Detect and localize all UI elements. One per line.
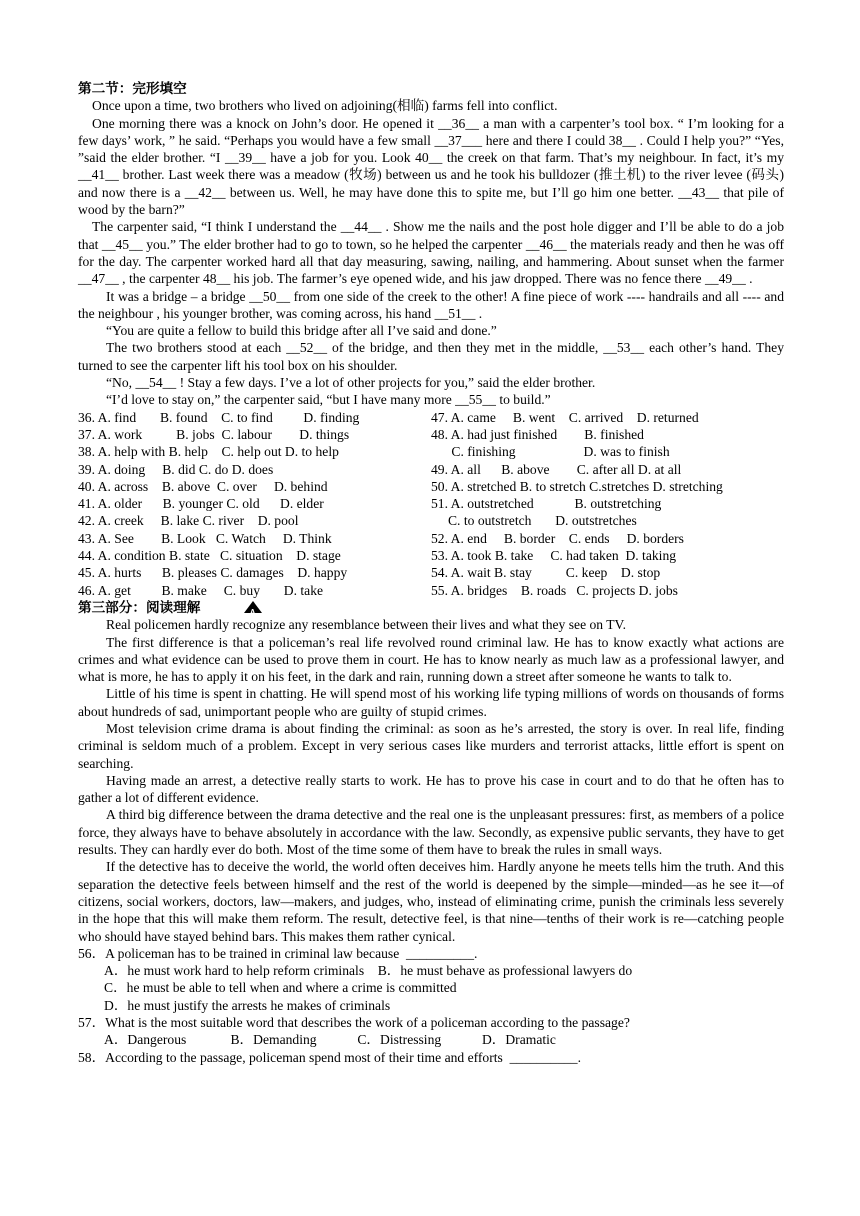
- question-option: A．Dangerous B．Demanding C．Distressing D．Dramatic: [104, 1032, 556, 1048]
- option-line: 55. A. bridges B. roads C. projects D. jobs: [431, 582, 678, 598]
- reading-heading: 第三部分：阅读理解: [78, 599, 201, 615]
- section-a-triangle-icon: [244, 601, 262, 617]
- option-line: 47. A. came B. went C. arrived D. returned: [431, 409, 699, 425]
- reading-paragraph: Having made an arrest, a detective really starts to work. He has to prove his case in court and to do that he often has to gather a lot of different evidence.: [78, 772, 784, 806]
- question-57: [78, 1014, 784, 1049]
- cloze-paragraph: “I’d love to stay on,” the carpenter said, “but I have many more __55__ to build.”: [106, 392, 551, 408]
- cloze-paragraph: The carpenter said, “I think I understand the __44__ . Show me the nails and the post hole digger and I’ll be able to do a job that __45__ you.” The elder brother had to go to town, so he helped the carpenter __46__ the materials ready and then he was off for the day. The carpenter worked hard all that day measuring, sawing, nailing, and hammering. About sunset when the farmer __47__ , the carpenter 48__ his job. The farmer’s eye opened wide, and his jaw dropped. There was no fence there __49__ .: [78, 219, 784, 287]
- question-option: D．he must justify the arrests he makes of criminals: [104, 997, 391, 1013]
- section-letter: A: [249, 607, 256, 617]
- question-stem: 58．According to the passage, policeman spend most of their time and efforts __________.: [78, 1049, 581, 1065]
- option-line: 39. A. doing B. did C. do D. does: [78, 461, 274, 477]
- option-line: 42. A. creek B. lake C. river D. pool: [78, 513, 299, 529]
- reading-paragraph: The first difference is that a policeman’s real life revolved round criminal law. He has to know exactly what actions are crimes and what evidence can be used to prove them in court. He has to know nearly as much law as a professional lawyer, and what is more, he has to apply it on his feet, in the dark and rain, running down a street after someone he wants to talk to.: [78, 634, 784, 685]
- option-line: C. finishing D. was to finish: [431, 444, 670, 460]
- reading-paragraph: Most television crime drama is about finding the criminal: as soon as he’s arrested, the story is over. In real life, finding criminal is seldom much of a problem. Except in very serious cases like murders and terrorist attacks, little effort is spent on searching.: [78, 720, 784, 771]
- option-line: 51. A. outstretched B. outstretching: [431, 496, 662, 512]
- cloze-paragraph: “You are quite a fellow to build this bridge after all I’ve said and done.”: [106, 323, 497, 339]
- option-line: 43. A. See B. Look C. Watch D. Think: [78, 530, 332, 546]
- question-option: A．he must work hard to help reform criminals B．he must behave as professional lawyers do: [104, 963, 633, 979]
- cloze-paragraph: Once upon a time, two brothers who lived on adjoining(相临) farms fell into conflict.: [92, 98, 558, 114]
- cloze-paragraph: The two brothers stood at each __52__ of the bridge, and then they met in the middle, __53__ each other’s hand. They turned to see the carpenter lift his tool box on his shoulder.: [78, 340, 784, 373]
- options-left-column: [78, 409, 431, 599]
- option-line: 38. A. help with B. help C. help out D. to help: [78, 444, 339, 460]
- cloze-heading: 第二节：完形填空: [78, 81, 187, 96]
- option-line: 49. A. all B. above C. after all D. at all: [431, 461, 682, 477]
- exam-page: [78, 80, 784, 1066]
- cloze-paragraph: It was a bridge – a bridge __50__ from one side of the creek to the other! A fine piece of work ---- handrails and all ---- and the neighbour , his younger brother, was coming across, his hand __51__ .: [78, 288, 784, 321]
- reading-paragraph: Little of his time is spent in chatting. He will spend most of his working life typing millions of words on thousands of forms about hundreds of sad, unimportant people who are guilty of stupid crimes.: [78, 686, 784, 719]
- options-right-column: [431, 409, 784, 599]
- option-line: 44. A. condition B. state C. situation D. stage: [78, 548, 341, 564]
- reading-paragraph: Real policemen hardly recognize any resemblance between their lives and what they see on TV.: [106, 617, 627, 633]
- question-stem: 56．A policeman has to be trained in criminal law because __________.: [78, 945, 478, 961]
- question-stem: 57．What is the most suitable word that describes the work of a policeman according to the passage?: [78, 1015, 630, 1031]
- option-line: 41. A. older B. younger C. old D. elder: [78, 496, 324, 512]
- option-line: 54. A. wait B. stay C. keep D. stop: [431, 565, 661, 581]
- reading-heading-row: [78, 599, 784, 616]
- option-line: 45. A. hurts B. pleases C. damages D. happy: [78, 565, 348, 581]
- option-line: 40. A. across B. above C. over D. behind: [78, 478, 328, 494]
- option-line: 36. A. find B. found C. to find D. finding: [78, 409, 360, 425]
- reading-paragraph: A third big difference between the drama detective and the real one is the unpleasant pressures: first, as members of a police force, they always have to behave absolutely in accordance with the law. Secondly, as expensive public servants, they have to get results. They can hardly ever do both. Most of the time some of them have to break the rules in small ways.: [78, 807, 784, 858]
- cloze-paragraph: One morning there was a knock on John’s door. He opened it __36__ a man with a carpenter’s tool box. “ I’m looking for a few days’ work, ” he said. “Perhaps you would have a few small __37___ here and there I could 38__ . Could I help you?” “Yes, ”said the elder brother. “I __39__ have a job for you. Look 40__ the creek on that farm. That’s my neighbour. In fact, it’s my __41__ brother. Last week there was a meadow (牧场) between us and he took his bulldozer (推土机) to the river levee (码头) and now there is a __42__ between us. Well, he may have done this to spite me, but I’ll go him one better. __43__ that pile of wood by the barn?”: [78, 115, 784, 218]
- option-line: 37. A. work B. jobs C. labour D. things: [78, 426, 350, 442]
- option-line: 52. A. end B. border C. ends D. borders: [431, 530, 684, 546]
- question-58: [78, 1049, 784, 1066]
- question-option: C．he must be able to tell when and where a crime is committed: [104, 980, 457, 996]
- option-line: 50. A. stretched B. to stretch C.stretches D. stretching: [431, 478, 723, 494]
- question-56: [78, 945, 784, 1014]
- cloze-options: [78, 409, 784, 599]
- option-line: C. to outstretch D. outstretches: [431, 513, 637, 529]
- option-line: 46. A. get B. make C. buy D. take: [78, 582, 324, 598]
- cloze-paragraph: “No, __54__ ! Stay a few days. I’ve a lot of other projects for you,” said the elder brother.: [106, 375, 596, 391]
- option-line: 48. A. had just finished B. finished: [431, 426, 644, 442]
- option-line: 53. A. took B. take C. had taken D. taking: [431, 548, 677, 564]
- reading-paragraph: If the detective has to deceive the world, the world often deceives him. Hardly anyone he meets tells him the truth. And this separation the detective feels between himself and the rest of the world is deepened by the simple—minded—as he see it—of citizens, social workers, doctors, law—makers, and judges, who, instead of eliminating crime, punish the criminals less severely in the hope that this will make them reform. The result, detective feel, is that nine—tenths of their work is re—catching people who should have stayed behind bars. This makes them rather cynical.: [78, 859, 784, 944]
